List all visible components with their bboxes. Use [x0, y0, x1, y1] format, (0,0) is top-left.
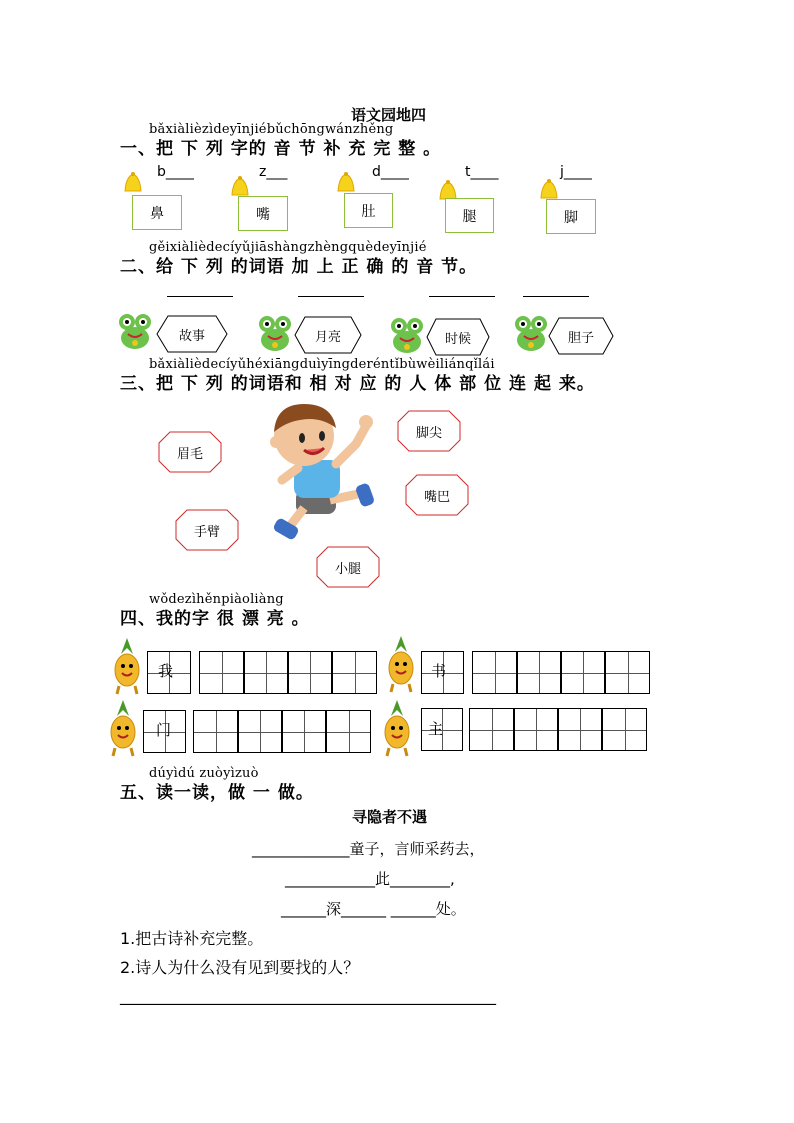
model-char: 书 — [431, 662, 447, 680]
writing-cell[interactable] — [326, 710, 371, 753]
pinyin-blank[interactable]: t____ — [465, 164, 499, 180]
frog-icon — [114, 310, 156, 352]
pinyin-blank[interactable]: z___ — [259, 164, 288, 180]
model-char: 门 — [156, 721, 172, 739]
poem-title: 寻隐者不遇 — [352, 808, 428, 826]
pineapple-icon — [384, 634, 418, 694]
writing-cell[interactable] — [469, 708, 514, 751]
pineapple-icon — [380, 698, 414, 758]
writing-cell[interactable] — [288, 651, 332, 694]
answer-blank[interactable] — [167, 295, 233, 297]
pineapple-icon — [110, 636, 144, 696]
section2-pinyin: gěixiàlièdecíyǔjiāshàngzhèngquèdeyīnjié — [149, 240, 427, 255]
writing-cell[interactable] — [472, 651, 517, 694]
bell-icon — [538, 178, 560, 200]
poem-line[interactable]: ____________此________, — [285, 870, 455, 888]
body-part-label[interactable]: 脚尖 — [415, 425, 442, 441]
poem-line[interactable]: _____________童子，言师采药去， — [252, 840, 485, 858]
writing-cell[interactable] — [282, 710, 326, 753]
body-part-label[interactable]: 小腿 — [334, 561, 361, 577]
hex-word-label: 故事 — [178, 328, 205, 344]
section1-pinyin: bǎxiàlièzìdeyīnjiébǔchōngwánzhěng — [149, 122, 394, 137]
hex-word-label: 月亮 — [314, 329, 341, 345]
body-part-label[interactable]: 嘴巴 — [423, 489, 450, 505]
poem-line[interactable]: ______深______ ______处。 — [281, 900, 466, 918]
frog-icon — [386, 314, 428, 356]
word-box: 嘴 — [238, 196, 288, 231]
section4-pinyin: wǒdezìhěnpiàoliàng — [149, 592, 284, 607]
writing-cell[interactable] — [514, 708, 558, 751]
section2-heading: 二、给 下 列 的词语 加 上 正 确 的 音 节。 — [120, 257, 478, 277]
section3-heading: 三、把 下 列 的词语和 相 对 应 的 人 体 部 位 连 起 来。 — [120, 374, 595, 394]
writing-cell[interactable] — [558, 708, 602, 751]
section3-pinyin: bǎxiàlièdecíyǔhéxiāngduìyīngderéntǐbùwèiliánqǐlái — [149, 357, 495, 372]
answer-blank[interactable] — [523, 295, 589, 297]
section5-heading: 五、读一读，做 一 做。 — [120, 783, 314, 803]
pinyin-blank[interactable]: d____ — [372, 164, 409, 180]
model-char: 主 — [428, 720, 444, 738]
writing-cell[interactable] — [561, 651, 605, 694]
answer-line[interactable]: _______________________________________________ — [120, 986, 496, 1005]
writing-cell[interactable] — [602, 708, 647, 751]
bell-icon — [229, 175, 251, 197]
hex-word-label: 胆子 — [567, 330, 594, 346]
answer-blank[interactable] — [429, 295, 495, 297]
model-char: 我 — [158, 662, 174, 680]
bell-icon — [122, 171, 144, 193]
word-box: 鼻 — [132, 195, 182, 230]
hex-word-label: 时候 — [444, 331, 471, 347]
answer-blank[interactable] — [298, 295, 364, 297]
running-boy-illustration — [260, 398, 386, 548]
writing-cell[interactable] — [238, 710, 282, 753]
pinyin-blank[interactable]: b____ — [157, 164, 194, 180]
question-2: 2.诗人为什么没有见到要找的人？ — [120, 958, 360, 977]
writing-cell[interactable] — [605, 651, 650, 694]
section1-heading: 一、把 下 列 字的 音 节 补 充 完 整 。 — [120, 139, 442, 159]
frog-icon — [510, 312, 552, 354]
pinyin-blank[interactable]: j____ — [560, 164, 592, 180]
pineapple-icon — [106, 698, 140, 758]
word-box: 脚 — [546, 199, 596, 234]
writing-cell[interactable] — [199, 651, 244, 694]
page-title: 语文园地四 — [351, 106, 427, 124]
body-part-label[interactable]: 眉毛 — [176, 446, 203, 462]
writing-cell[interactable] — [332, 651, 377, 694]
question-1: 1.把古诗补充完整。 — [120, 929, 264, 948]
writing-cell[interactable] — [193, 710, 238, 753]
word-box: 肚 — [344, 193, 393, 228]
frog-icon — [254, 312, 296, 354]
writing-cell[interactable] — [517, 651, 561, 694]
bell-icon — [335, 171, 357, 193]
writing-cell[interactable] — [244, 651, 288, 694]
body-part-label[interactable]: 手臂 — [193, 524, 220, 540]
section5-pinyin: dúyìdú zuòyìzuò — [149, 766, 259, 781]
word-box: 腿 — [445, 198, 494, 233]
section4-heading: 四、我的字 很 漂 亮 。 — [120, 609, 310, 629]
